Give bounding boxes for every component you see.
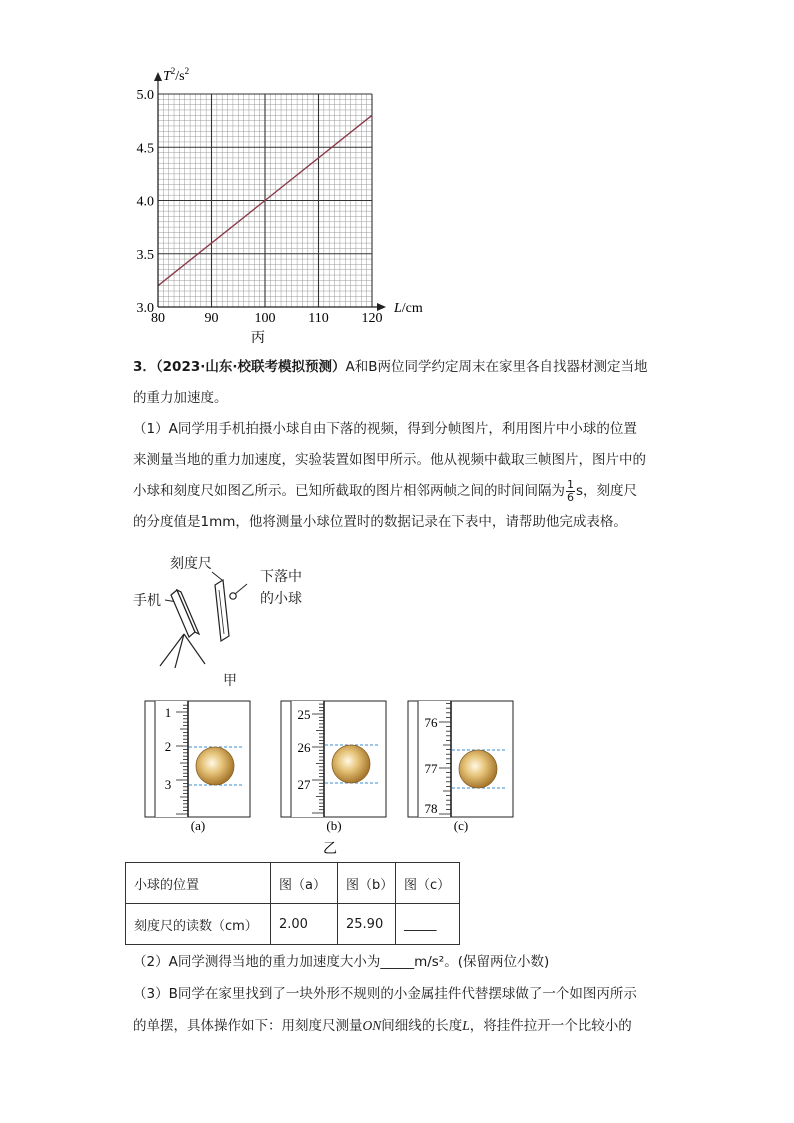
part-1-text: （1）A同学用手机拍摄小球自由下落的视频，得到分帧图片，利用图片中小球的位置 来测量当地的重力加速度，实验装置如图甲所示。他从视频中截取三帧图片，图片中的 小球和刻度尺如图乙所示。已知所截取的图片相邻两帧之间的时间间隔为 $\frac{1}{6}$ s，刻度尺 的分度值是1mm，他将测量小球位置时的数据记录在下表中，请帮助他完成表格。 (133, 421, 646, 530)
panel-caption: (b) (326, 818, 342, 833)
phone-label: 手机 (133, 594, 161, 609)
ruler-number: 1 (164, 705, 172, 720)
panel-caption: (a) (190, 818, 206, 833)
ruler-number: 2 (164, 739, 172, 754)
y-tick-label: 4.5 (136, 141, 154, 157)
table-cell: 图（c） (396, 863, 460, 904)
figure-jia (125, 550, 355, 695)
ruler-number: 78 (424, 801, 438, 816)
ball-image (459, 750, 497, 788)
t2-vs-l-chart (0, 0, 794, 350)
ruler-label: 刻度尺 (170, 557, 212, 572)
y-axis-arrow (154, 72, 162, 81)
question-3-intro: 3．（2023·山东·校联考模拟预测）A和B两位同学约定周末在家里各自找器材测定当地 的重力加速度。 (133, 359, 648, 406)
ball-image (332, 745, 370, 783)
figure-yi (140, 698, 530, 858)
part-2-text: （2）A同学测得当地的重力加速度大小为_____m/s²。(保留两位小数) (133, 954, 550, 970)
ruler-number: 3 (164, 777, 172, 792)
y-axis-label: $T^2/s^2$ (163, 66, 190, 84)
ruler-number: 25 (297, 707, 311, 722)
tripod-icon (160, 634, 205, 668)
panel-caption: (c) (453, 818, 469, 833)
figure-jia-caption: 甲 (223, 674, 237, 689)
falling-ball-icon (230, 593, 236, 599)
x-tick-label: 90 (204, 311, 219, 326)
y-tick-label: 5.0 (136, 88, 154, 103)
y-tick-label: 3.0 (136, 301, 154, 316)
ruler-number: 77 (424, 761, 438, 776)
ball-label-1: 下落中 (260, 570, 302, 585)
ruler-number: 26 (297, 740, 311, 755)
question-source: （2023·山东·校联考模拟预测） (155, 359, 346, 375)
table-row (126, 904, 460, 945)
part-3-text: （3）B同学在家里找到了一块外形不规则的小金属挂件代替摆球做了一个如图丙所示 的单摆，具体操作如下：用刻度尺测量ON间细线的长度L，将挂件拉开一个比较小的 (133, 986, 637, 1034)
ruler-frame-panel (281, 701, 386, 833)
ruler-frame-panel (145, 701, 250, 833)
table-cell: 25.90 (338, 904, 396, 945)
y-tick-label: 3.5 (136, 247, 154, 263)
ruler-number: 76 (424, 715, 438, 730)
ruler-frame-panel (408, 701, 513, 833)
x-tick-label: 80 (151, 311, 165, 326)
time-interval-fraction: $\frac{1}{6}$ (567, 477, 574, 504)
table-cell: 刻度尺的读数（cm） (126, 904, 271, 945)
y-tick-label: 4.0 (136, 194, 154, 210)
answer-cell-c[interactable]: _____ (396, 904, 460, 945)
table-row (126, 863, 460, 904)
phone-icon (171, 590, 199, 637)
table-cell: 小球的位置 (126, 863, 271, 904)
chart-caption: 丙 (251, 331, 265, 346)
table-cell: 图（b） (338, 863, 396, 904)
x-axis-label: L/cm (394, 301, 423, 316)
x-tick-label: 110 (308, 311, 329, 326)
figure-yi-caption: 乙 (323, 842, 337, 857)
question-number: 3． (133, 359, 156, 375)
answer-blank-g[interactable]: _____ (380, 954, 415, 970)
x-tick-label: 120 (361, 311, 383, 326)
ball-image (196, 747, 234, 785)
ball-label-2: 的小球 (260, 592, 302, 607)
ruler-icon (215, 580, 229, 641)
ruler-number: 27 (297, 777, 311, 792)
x-axis-arrow (377, 303, 386, 311)
readings-table (125, 862, 460, 945)
x-tick-label: 100 (254, 311, 276, 326)
table-cell: 2.00 (271, 904, 338, 945)
table-cell: 图（a） (271, 863, 338, 904)
